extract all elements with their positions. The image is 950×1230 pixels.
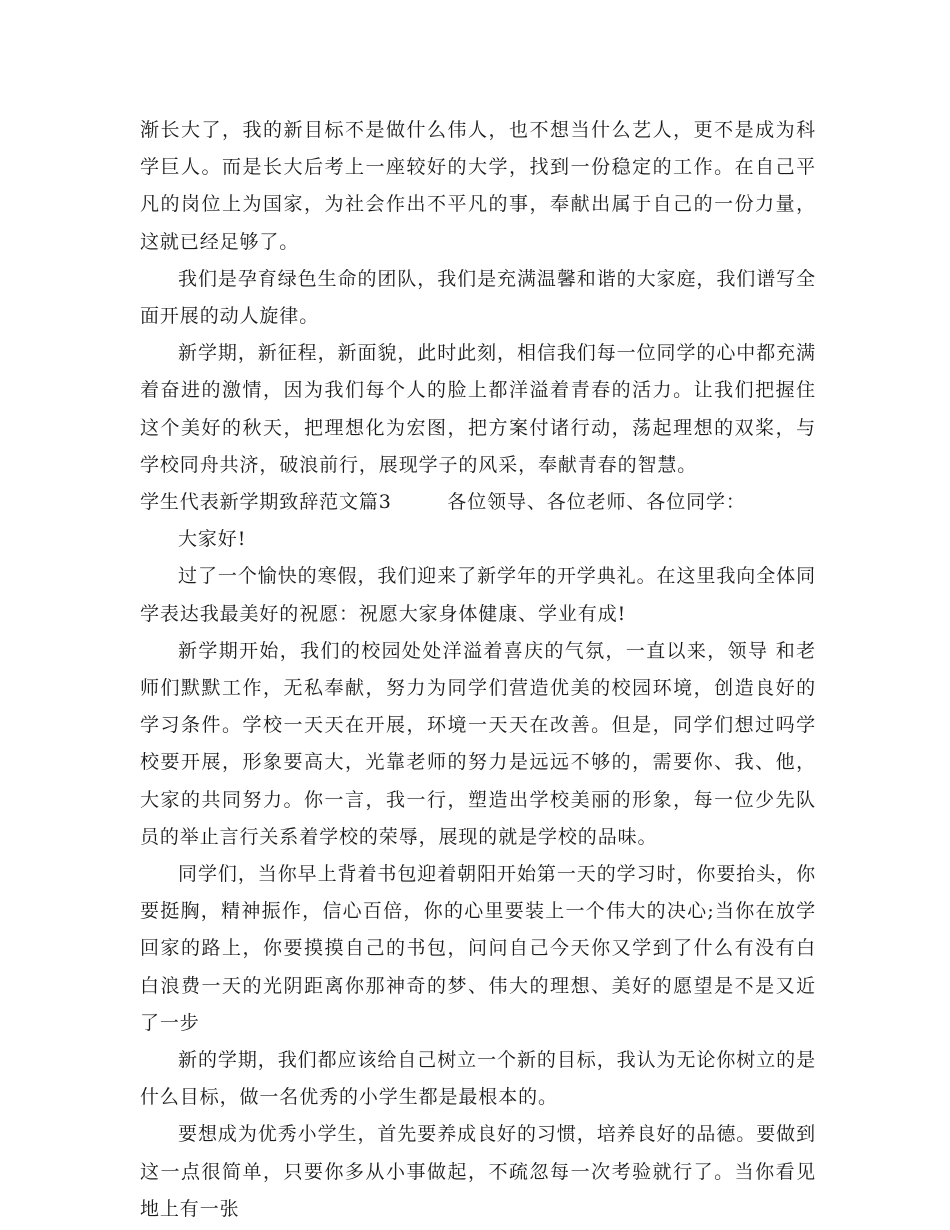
paragraph-campus: 新学期开始，我们的校园处处洋溢着喜庆的气氛，一直以来，领导 和老师们默默工作，无私奉献，努力为同学们营造优美的校园环境，创造良好的学习条件。学校一天天在开展，环境一天天在改善。但是，同学们想过吗学校要开展，形象要高大，光靠老师的努力是远远不够的，需要你、我、他，大家的共同努力。你一言，我一行，塑造出学校美丽的形象，每一位少先队员的举止言行关系着学校的荣辱，展现的就是学校的品味。: [140, 639, 816, 848]
paragraph-goal: 新的学期，我们都应该给自己树立一个新的目标，我认为无论你树立的是什么目标，做一名优秀的小学生都是最根本的。: [140, 1049, 816, 1109]
document-body: [140, 112, 816, 1228]
paragraph-team: 我们是孕育绿色生命的团队，我们是充满温馨和谐的大家庭，我们谱写全面开展的动人旋律。: [140, 267, 816, 328]
paragraph-new-semester: 新学期，新征程，新面貌，此时此刻，相信我们每一位同学的心中都充满着奋进的激情，因为我们每个人的脸上都洋溢着青春的活力。让我们把握住这个美好的秋天，把理想化为宏图，把方案付诸行动，荡起理想的双桨，与学校同舟共济，破浪前行，展现学子的风采，奉献青春的智慧。: [140, 342, 816, 476]
paragraph-hello: 大家好!: [178, 528, 247, 551]
paragraph-winter-break: 过了一个愉快的寒假，我们迎来了新学年的开学典礼。在这里我向全体同学表达我最美好的祝愿：祝愿大家身体健康、学业有成!: [140, 565, 816, 625]
paragraph-habits: 要想成为优秀小学生，首先要养成良好的习惯，培养良好的品德。要做到这一点很简单，只要你多从小事做起，不疏忽每一次考验就行了。当你看见地上有一张: [140, 1123, 816, 1220]
section-heading-greeting: 学生代表新学期致辞范文篇3 各位领导、各位老师、各位同学：: [140, 491, 746, 514]
paragraph-morning: 同学们，当你早上背着书包迎着朝阳开始第一天的学习时，你要抬头，你要挺胸，精神振作，信心百倍，你的心里要装上一个伟大的决心;当你在放学回家的路上，你要摸摸自己的书包，问问自己今天你又学到了什么有没有白白浪费一天的光阴距离你那神奇的梦、伟大的理想、美好的愿望是不是又近了一步: [140, 863, 816, 1034]
paragraph-continuation: 渐长大了，我的新目标不是做什么伟人，也不想当什么艺人，更不是成为科学巨人。而是长大后考上一座较好的大学，找到一份稳定的工作。在自己平凡的岗位上为国家，为社会作出不平凡的事，奉献出属于自己的一份力量，这就已经足够了。: [140, 119, 816, 253]
